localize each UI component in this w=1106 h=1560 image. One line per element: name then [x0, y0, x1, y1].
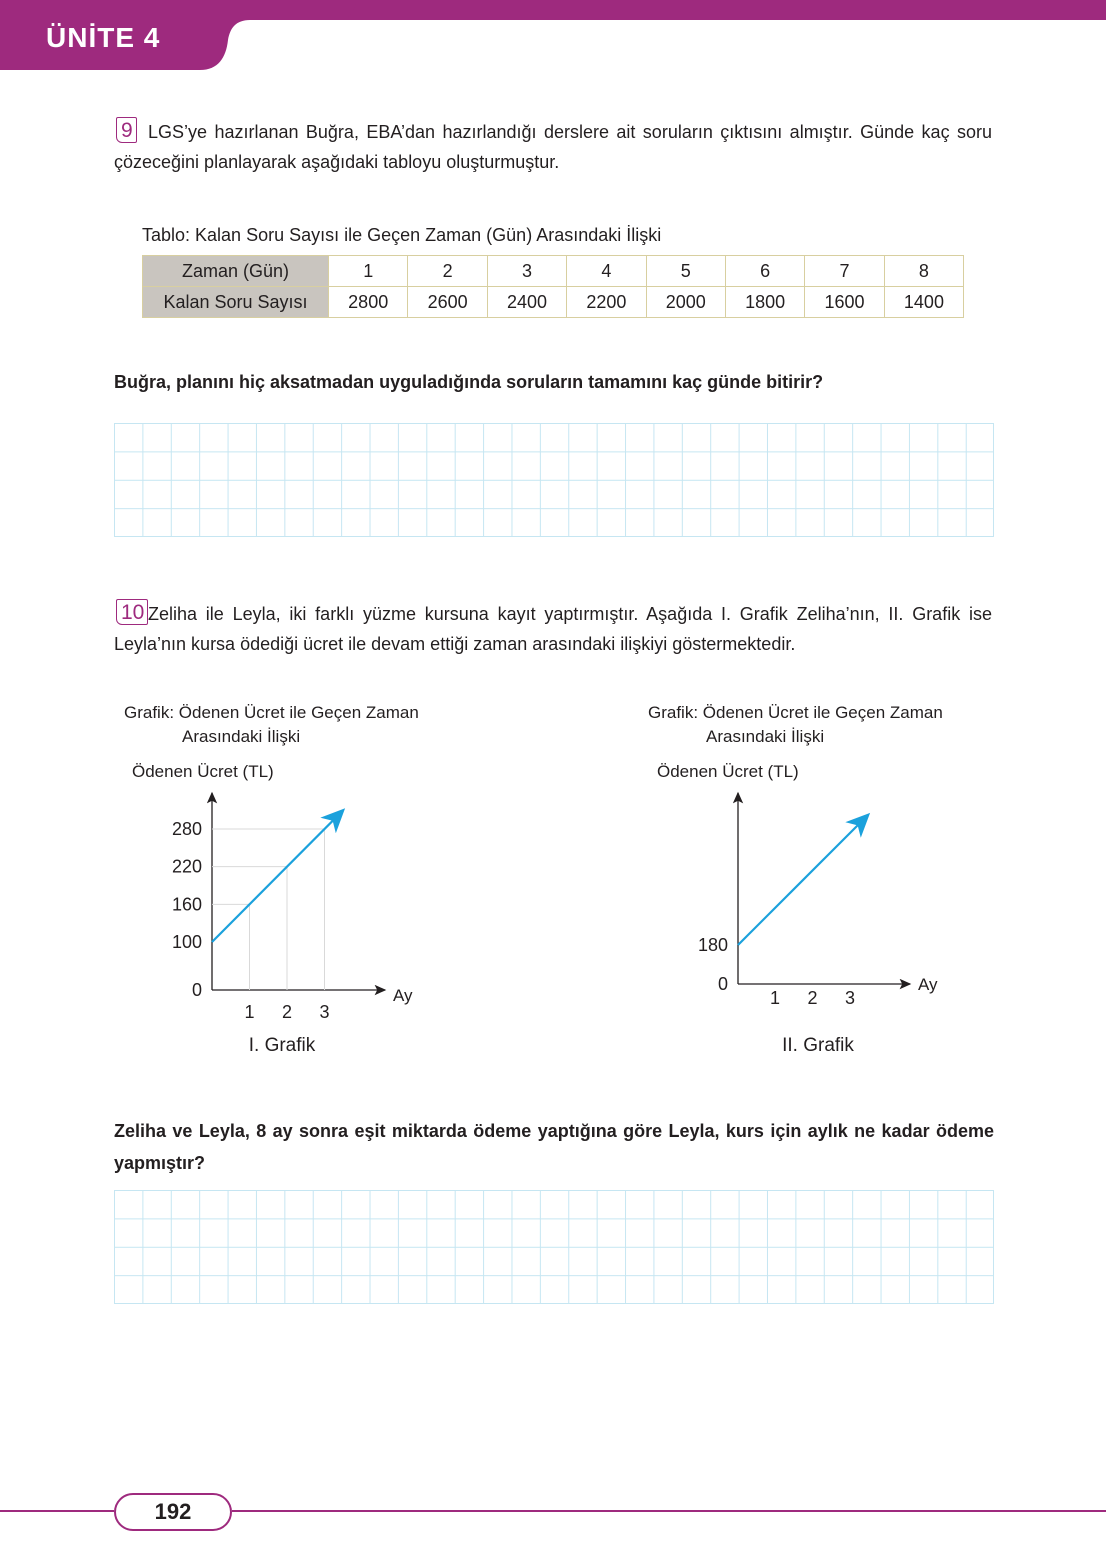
question-number-9: 9 [116, 117, 137, 143]
y-tick-label: 0 [191, 980, 202, 1000]
row-header-remaining: Kalan Soru Sayısı [143, 287, 329, 318]
table-cell: 3 [487, 256, 566, 287]
x-tick-label: 1 [244, 1002, 255, 1022]
graph-2-title-line2: Arasındaki İlişki [706, 727, 825, 746]
question-9-prompt: Buğra, planını hiç aksatmadan uyguladığında soruların tamamını kaç günde bitirir? [114, 372, 824, 392]
footer-line-left [0, 1510, 114, 1512]
x-tick-label: 1 [769, 988, 781, 1008]
x-tick-label: 2 [281, 1002, 293, 1022]
x-tick-label: 3 [319, 1002, 330, 1022]
table-cell: 1800 [725, 287, 804, 318]
graph-1-title-line1: Grafik: Ödenen Ücret ile Geçen Zaman [124, 703, 419, 722]
graph-1-title-line2: Arasındaki İlişki [182, 727, 301, 746]
y-tick-label: 180 [697, 935, 728, 955]
table-caption: Tablo: Kalan Soru Sayısı ile Geçen Zaman (Gün) Arasındaki İlişki [142, 225, 662, 245]
y-tick-label: 220 [171, 856, 202, 877]
graph-2 [645, 755, 965, 1065]
y-axis-label: Ödenen Ücret (TL) [657, 762, 799, 781]
question-9-text: LGS’ye hazırlanan Buğra, EBA’dan hazırlandığı derslere ait soruların çıktısını almıştır. Günde kaç soru çözeceğini planlayarak aşağıdaki tabloyu oluşturmuştur. [114, 122, 992, 172]
table-cell: 5 [646, 256, 725, 287]
data-line [212, 811, 342, 942]
table-cell: 2400 [487, 287, 566, 318]
data-line [738, 816, 867, 945]
x-tick-label: 3 [844, 988, 856, 1008]
graph-1 [120, 755, 440, 1065]
answer-grid-9[interactable] [114, 423, 994, 537]
footer-line-right [232, 1510, 1106, 1512]
page-number: 192 [114, 1493, 232, 1531]
graph-caption: II. Grafik [782, 1035, 854, 1056]
x-tick-label: 2 [807, 988, 818, 1008]
row-header-time: Zaman (Gün) [143, 256, 329, 287]
answer-grid-10[interactable] [114, 1190, 994, 1304]
x-axis-label: Ay [393, 986, 413, 1005]
unit-title: ÜNİTE 4 [46, 22, 161, 53]
table-cell: 1600 [805, 287, 884, 318]
graph-caption: I. Grafik [248, 1035, 316, 1056]
table-cell: 6 [725, 256, 804, 287]
question-number-10: 10 [116, 599, 148, 625]
table-cell: 2 [408, 256, 487, 287]
y-axis-label: Ödenen Ücret (TL) [132, 762, 274, 781]
table-row [143, 256, 964, 287]
y-tick-label: 100 [171, 932, 202, 952]
y-tick-label: 0 [717, 974, 728, 994]
data-table [142, 255, 964, 318]
y-tick-label: 160 [171, 894, 202, 915]
table-cell: 4 [567, 256, 646, 287]
table-cell: 1 [329, 256, 408, 287]
question-10-text: Zeliha ile Leyla, iki farklı yüzme kursuna kayıt yaptırmıştır. Aşağıda I. Grafik Zeliha’nın, II. Grafik ise Leyla’nın kursa ödediği ücret ile devam ettiği zaman arasındaki ilişkiyi göstermektedir. [114, 604, 992, 654]
table-cell: 1400 [884, 287, 963, 318]
table-cell: 7 [805, 256, 884, 287]
graph-2-title-line1: Grafik: Ödenen Ücret ile Geçen Zaman [648, 703, 943, 722]
table-cell: 2600 [408, 287, 487, 318]
table-cell: 8 [884, 256, 963, 287]
y-tick-label: 280 [171, 819, 202, 839]
table-cell: 2800 [329, 287, 408, 318]
question-10-prompt: Zeliha ve Leyla, 8 ay sonra eşit miktarda ödeme yaptığına göre Leyla, kurs için aylık ne kadar ödeme yapmıştır? [114, 1121, 994, 1173]
table-cell: 2000 [646, 287, 725, 318]
table-cell: 2200 [567, 287, 646, 318]
x-axis-label: Ay [918, 975, 938, 994]
table-row [143, 287, 964, 318]
